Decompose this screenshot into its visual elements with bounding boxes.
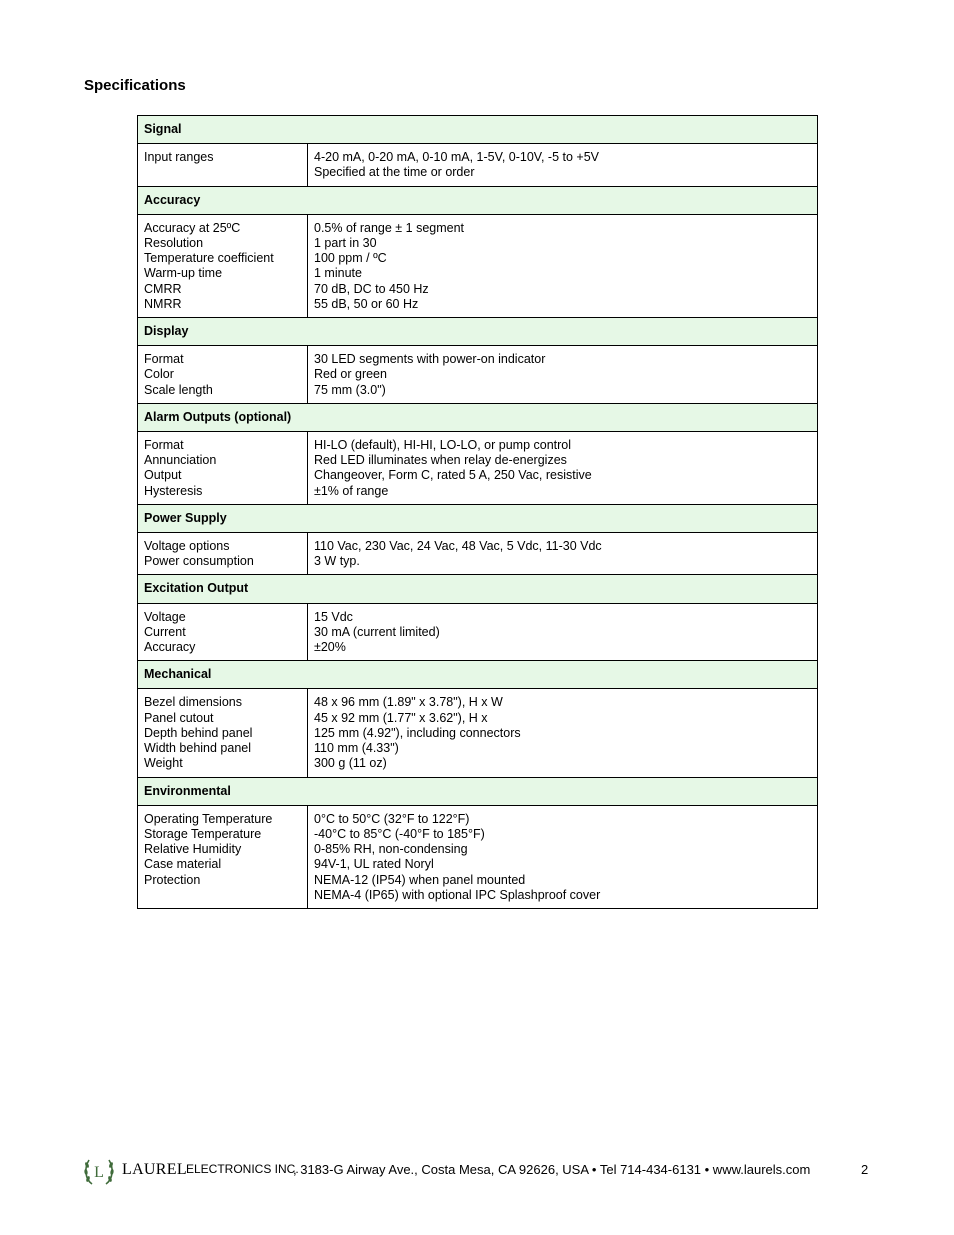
footer-brand: LAUREL	[122, 1161, 187, 1178]
spec-value: 300 g (11 oz)	[314, 756, 387, 771]
spec-label: Hysteresis	[144, 483, 203, 498]
spec-value: NEMA-4 (IP65) with optional IPC Splashproof cover	[314, 887, 601, 902]
spec-value: 3 W typ.	[314, 554, 360, 569]
spec-value: 94V-1, UL rated Noryl	[314, 857, 434, 872]
spec-label: Temperature coefficient	[144, 251, 274, 266]
section-header-row	[138, 777, 818, 805]
spec-value: 55 dB, 50 or 60 Hz	[314, 296, 419, 311]
spec-value: 48 x 96 mm (1.89" x 3.78"), H x W	[314, 695, 503, 710]
spec-value: 110 mm (4.33")	[314, 741, 399, 756]
spec-label: NMRR	[144, 296, 182, 311]
spec-label: Output	[144, 468, 182, 483]
spec-value: 110 Vac, 230 Vac, 24 Vac, 48 Vac, 5 Vdc, 11-30 Vdc	[314, 539, 602, 554]
footer-company: ELECTRONICS INC.	[186, 1162, 299, 1176]
spec-label: Scale length	[144, 382, 213, 397]
spec-value: 30 LED segments with power-on indicator	[314, 352, 546, 367]
spec-values-cell	[308, 689, 818, 777]
spec-label: Weight	[144, 756, 183, 771]
section-content-row	[138, 214, 818, 317]
laurel-wreath-logo-icon	[82, 1154, 116, 1188]
spec-label: Operating Temperature	[144, 811, 273, 826]
spec-labels-cell	[138, 346, 308, 404]
spec-value: -40°C to 85°C (-40°F to 185°F)	[314, 826, 485, 841]
spec-label: Accuracy	[144, 640, 196, 655]
spec-label: Input ranges	[144, 150, 214, 165]
spec-value: ±1% of range	[314, 483, 389, 498]
spec-label: Case material	[144, 857, 222, 872]
section-title: Environmental	[138, 777, 818, 805]
spec-value: ±20%	[314, 640, 346, 655]
spec-label: Resolution	[144, 236, 204, 251]
spec-label: Relative Humidity	[144, 842, 242, 857]
spec-labels-cell	[138, 214, 308, 317]
spec-label: Depth behind panel	[144, 725, 253, 740]
spec-labels-cell	[138, 805, 308, 908]
section-content-row	[138, 805, 818, 908]
spec-labels-cell	[138, 533, 308, 575]
spec-label: CMRR	[144, 281, 182, 296]
spec-label: Warm-up time	[144, 266, 223, 281]
spec-value: NEMA-12 (IP54) when panel mounted	[314, 872, 526, 887]
page-footer	[82, 1154, 872, 1188]
section-header-row	[138, 575, 818, 603]
spec-value: Changeover, Form C, rated 5 A, 250 Vac, resistive	[314, 468, 592, 483]
spec-label: Width behind panel	[144, 741, 252, 756]
section-title: Signal	[138, 116, 818, 144]
spec-value: 70 dB, DC to 450 Hz	[314, 281, 429, 296]
spec-value: 15 Vdc	[314, 609, 353, 624]
spec-values-cell	[308, 603, 818, 661]
section-content-row	[138, 689, 818, 777]
spec-value: 30 mA (current limited)	[314, 624, 440, 639]
section-title: Power Supply	[138, 504, 818, 532]
spec-values-cell	[308, 144, 818, 186]
spec-value: 1 minute	[314, 266, 362, 281]
section-title: Alarm Outputs (optional)	[138, 403, 818, 431]
section-content-row	[138, 346, 818, 404]
section-header-row	[138, 116, 818, 144]
spec-value: 0.5% of range ± 1 segment	[314, 220, 465, 235]
spec-value: HI-LO (default), HI-HI, LO-LO, or pump control	[314, 438, 572, 453]
spec-label: Voltage options	[144, 539, 230, 554]
spec-values-cell	[308, 346, 818, 404]
section-content-row	[138, 603, 818, 661]
spec-label: Current	[144, 624, 186, 639]
spec-value: 45 x 92 mm (1.77" x 3.62"), H x	[314, 710, 488, 725]
spec-value: 100 ppm / ºC	[314, 251, 387, 266]
specifications-table	[137, 115, 818, 909]
spec-label: Panel cutout	[144, 710, 214, 725]
spec-labels-cell	[138, 689, 308, 777]
spec-labels-cell	[138, 144, 308, 186]
spec-values-cell	[308, 432, 818, 505]
logo-letter: L	[94, 1164, 104, 1181]
spec-labels-cell	[138, 603, 308, 661]
spec-value: 4-20 mA, 0-20 mA, 0-10 mA, 1-5V, 0-10V, -5 to +5V	[314, 150, 599, 165]
section-header-row	[138, 403, 818, 431]
spec-label: Bezel dimensions	[144, 695, 242, 710]
section-content-row	[138, 432, 818, 505]
section-header-row	[138, 318, 818, 346]
spec-label: Storage Temperature	[144, 826, 262, 841]
section-title: Display	[138, 318, 818, 346]
spec-labels-cell	[138, 432, 308, 505]
page-number: 2	[861, 1162, 869, 1177]
spec-value: 0°C to 50°C (32°F to 122°F)	[314, 811, 470, 826]
spec-value: 0-85% RH, non-condensing	[314, 842, 468, 857]
section-content-row	[138, 533, 818, 575]
spec-value: Specified at the time or order	[314, 165, 475, 180]
section-content-row	[138, 144, 818, 186]
spec-value: Red or green	[314, 367, 387, 382]
spec-label: Annunciation	[144, 453, 217, 468]
spec-label: Protection	[144, 872, 201, 887]
spec-values-cell	[308, 805, 818, 908]
section-header-row	[138, 504, 818, 532]
spec-value: 125 mm (4.92"), including connectors	[314, 725, 521, 740]
spec-value: 75 mm (3.0")	[314, 382, 386, 397]
spec-label: Format	[144, 352, 184, 367]
spec-label: Format	[144, 438, 184, 453]
page-heading: Specifications	[84, 77, 186, 94]
footer-address: , 3183-G Airway Ave., Costa Mesa, CA 92626, USA • Tel 714-434-6131 • www.laurels.com	[293, 1162, 811, 1177]
spec-label: Color	[144, 367, 174, 382]
spec-label: Voltage	[144, 609, 186, 624]
spec-label: Accuracy at 25ºC	[144, 220, 241, 235]
section-title: Accuracy	[138, 186, 818, 214]
spec-values-cell	[308, 214, 818, 317]
section-title: Mechanical	[138, 661, 818, 689]
section-header-row	[138, 661, 818, 689]
spec-value: Red LED illuminates when relay de-energizes	[314, 453, 567, 468]
spec-label: Power consumption	[144, 554, 254, 569]
section-header-row	[138, 186, 818, 214]
spec-value: 1 part in 30	[314, 236, 377, 251]
section-title: Excitation Output	[138, 575, 818, 603]
spec-values-cell	[308, 533, 818, 575]
